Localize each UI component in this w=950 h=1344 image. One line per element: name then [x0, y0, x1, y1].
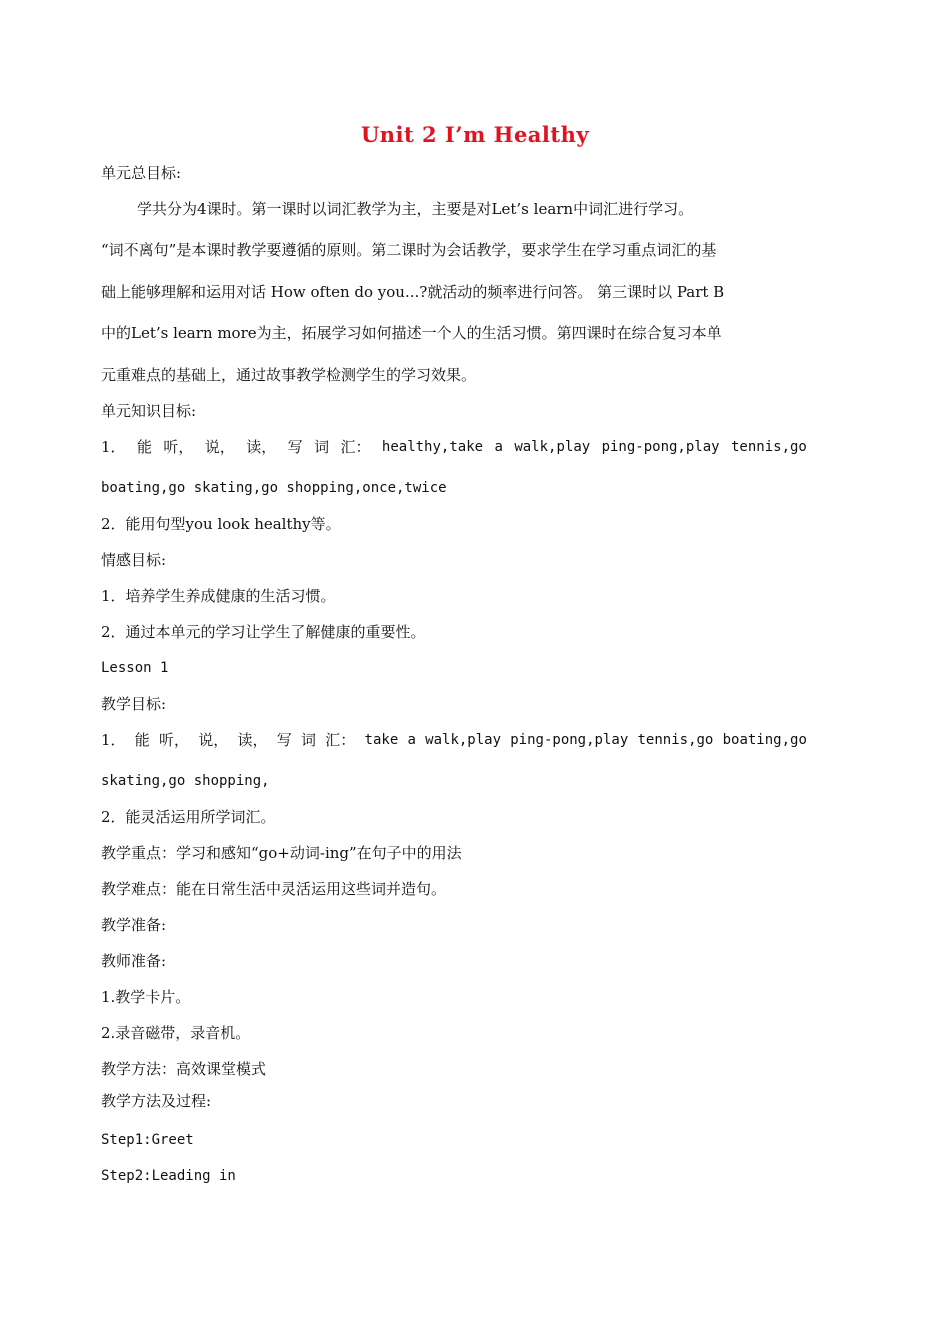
teaching-goal-heading: 教学目标: [101, 695, 167, 713]
prep-heading: 教学准备: [101, 916, 167, 934]
emotion-heading: 情感目标: [101, 551, 167, 569]
text-token: walk,play [514, 439, 591, 455]
text-token: ping-pong,play [510, 732, 629, 748]
unit-goal-line-3: 础上能够理解和运用对话 How often do you...?就活动的频率进行问答。 第三课时以 Part B [101, 283, 725, 301]
goal-item-1-line-1 [101, 729, 807, 751]
text-token: 听， [159, 731, 190, 749]
text-token: 汇： [325, 731, 356, 749]
text-token: 听， [163, 438, 194, 456]
key-point: 教学重点：学习和感知“go+动词-ing”在句子中的用法 [101, 844, 462, 862]
text-token: 能 [134, 731, 150, 749]
process-heading: 教学方法及过程: [101, 1092, 212, 1110]
unit-goal-line-5: 元重难点的基础上，通过故事教学检测学生的学习效果。 [101, 366, 477, 384]
emotion-item-1: 1．培养学生养成健康的生活习惯。 [101, 587, 336, 605]
unit-goal-line-4: 中的Let’s learn more为主，拓展学习如何描述一个人的生活习惯。第四课时在综合复习本单 [101, 324, 722, 342]
text-token: 汇： [340, 438, 371, 456]
prep-item-1: 1.教学卡片。 [101, 988, 191, 1006]
goal-item-2: 2．能灵活运用所学词汇。 [101, 808, 276, 826]
page-title: Unit 2 I’m Healthy [360, 122, 590, 147]
step-2: Step2:Leading in [101, 1168, 236, 1184]
lesson-label: Lesson 1 [101, 660, 169, 676]
text-token: 写 [276, 731, 292, 749]
text-token: 读， [237, 731, 268, 749]
unit-goal-heading: 单元总目标: [101, 164, 182, 182]
difficulty: 教学难点：能在日常生活中灵活运用这些词并造句。 [101, 880, 447, 898]
text-token: walk,play [425, 732, 502, 748]
text-token: tennis,go [637, 732, 714, 748]
text-token: tennis,go [731, 439, 807, 455]
knowledge-item-2: 2．能用句型you look healthy等。 [101, 515, 341, 533]
text-token: 词 [301, 731, 317, 749]
text-token: 1． [101, 731, 126, 749]
goal-item-1-line-2: skating,go shopping, [101, 773, 270, 789]
text-token: 读， [246, 438, 277, 456]
text-token: 写 [287, 438, 303, 456]
emotion-item-2: 2．通过本单元的学习让学生了解健康的重要性。 [101, 623, 426, 641]
teacher-prep-heading: 教师准备: [101, 952, 167, 970]
text-token: 词 [314, 438, 330, 456]
text-token: 1． [101, 438, 126, 456]
unit-goal-line-2: “词不离句”是本课时教学要遵循的原则。第二课时为会话教学，要求学生在学习重点词汇的基 [101, 241, 717, 259]
knowledge-item-1-line-1 [101, 436, 807, 458]
text-token: 能 [136, 438, 152, 456]
step-1: Step1:Greet [101, 1132, 194, 1148]
text-token: take [364, 732, 399, 748]
knowledge-heading: 单元知识目标: [101, 402, 197, 420]
method: 教学方法：高效课堂模式 [101, 1060, 267, 1078]
text-token: ping-pong,play [601, 439, 720, 455]
unit-goal-line-1: 学共分为4课时。第一课时以词汇教学为主，主要是对Let’s learn中词汇进行学习。 [137, 200, 694, 218]
text-token: a [407, 732, 416, 748]
text-token: healthy,take [381, 439, 484, 455]
knowledge-item-1-line-2: boating,go skating,go shopping,once,twice [101, 480, 447, 496]
text-token: a [494, 439, 503, 455]
prep-item-2: 2.录音磁带，录音机。 [101, 1024, 251, 1042]
text-token: 说， [198, 731, 229, 749]
text-token: boating,go [722, 732, 807, 748]
text-token: 说， [204, 438, 235, 456]
